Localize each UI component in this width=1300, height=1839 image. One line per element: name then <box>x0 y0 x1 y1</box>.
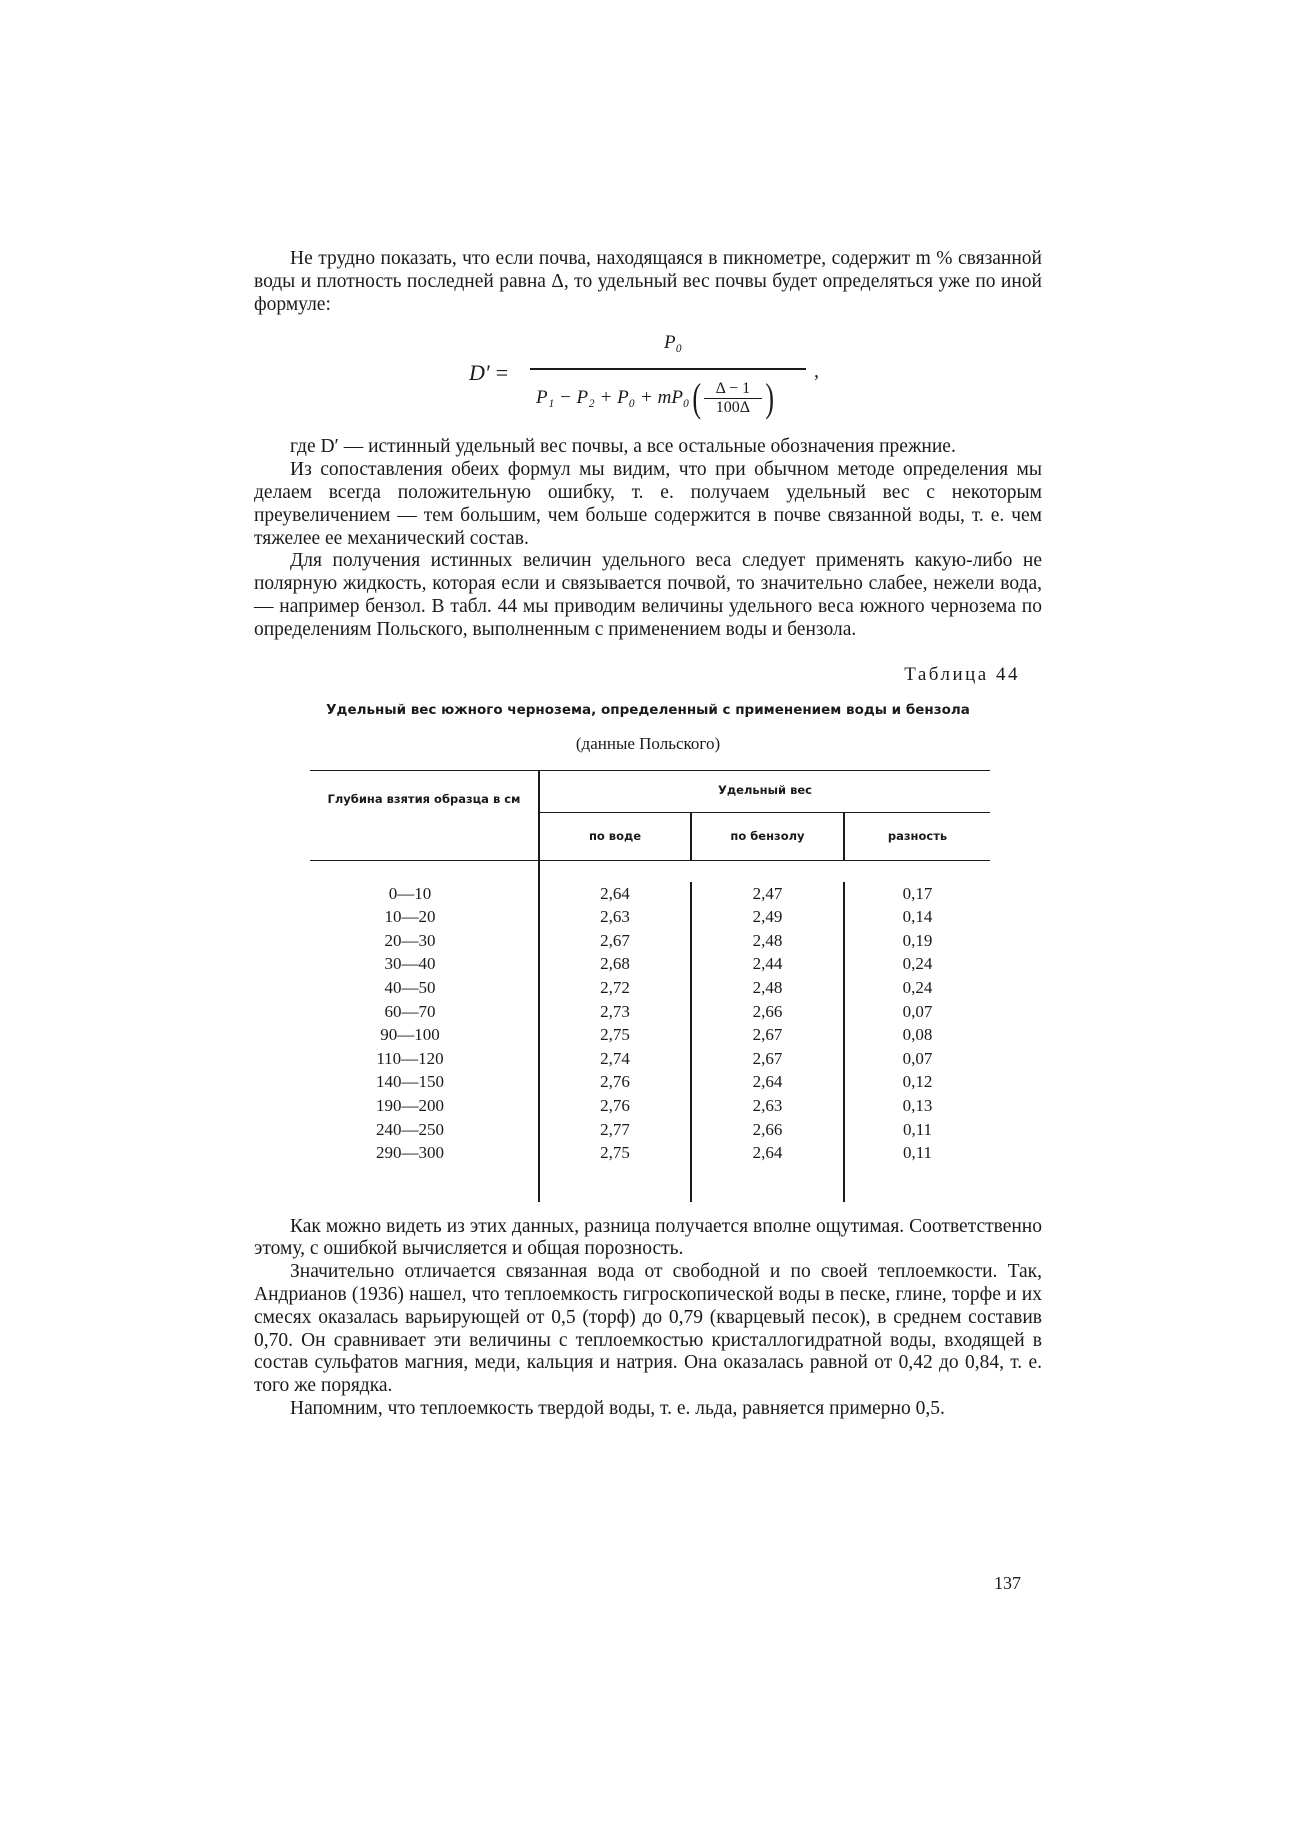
formula-lhs: D′ <box>469 360 490 386</box>
header-water: по воде <box>588 828 642 843</box>
water-cell: 2,77 <box>600 1119 630 1139</box>
paragraph-difference: Как можно видеть из этих данных, разница получается вполне ощутимая. Соответственно этому, с ошибкой вычисляется и общая порозность. <box>254 1215 1042 1260</box>
specific-gravity-table <box>310 770 990 1202</box>
depth-cell: 110—120 <box>376 1048 444 1068</box>
formula-denominator <box>536 375 776 421</box>
right-paren-glyph: ) <box>765 375 774 421</box>
difference-cell: 0,17 <box>902 883 933 903</box>
difference-cell: 0,11 <box>902 1143 933 1163</box>
paragraph-comparison: Из сопоставления обеих формул мы видим, что при обычном методе определения мы делаем всегда положительную ошибку, т. е. получаем удельный вес с некоторым преувеличением — тем большим, чем больше содержится в почве связанной воды, т. е. чем тяжелее ее механический состав. <box>254 459 1042 549</box>
formula-true-specific-gravity <box>254 324 1042 432</box>
benzene-cell: 2,64 <box>752 1143 783 1163</box>
difference-cell: 0,08 <box>902 1025 933 1045</box>
benzene-cell: 2,63 <box>752 1095 783 1115</box>
column-benzene <box>692 882 843 1165</box>
water-cell: 2,68 <box>600 954 630 974</box>
difference-cell: 0,12 <box>902 1072 933 1092</box>
table-title: Удельный вес южного чернозема, определенный с применением воды и бензола <box>326 701 970 718</box>
formula-denominator-prefix: P₁ − P₂ + P₀ + mP₀ <box>536 387 690 409</box>
column-water <box>540 882 690 1165</box>
benzene-cell: 2,64 <box>752 1072 783 1092</box>
difference-cell: 0,11 <box>902 1119 933 1139</box>
formula-equals: = <box>495 360 509 386</box>
difference-cell: 0,24 <box>902 977 933 997</box>
page-number: 137 <box>994 1573 1021 1593</box>
water-cell: 2,76 <box>600 1095 630 1115</box>
depth-cell: 40—50 <box>384 977 436 997</box>
header-specific-gravity: Удельный вес <box>718 782 812 797</box>
difference-cell: 0,19 <box>902 930 933 950</box>
difference-cell: 0,14 <box>902 907 933 927</box>
benzene-cell: 2,66 <box>752 1001 783 1021</box>
column-difference <box>845 882 990 1165</box>
difference-cell: 0,07 <box>902 1001 933 1021</box>
header-difference: разность <box>887 828 948 843</box>
paragraph-where: где D′ — истинный удельный вес почвы, а все остальные обозначения прежние. <box>290 436 956 458</box>
difference-cell: 0,07 <box>902 1048 933 1068</box>
water-cell: 2,63 <box>600 907 630 927</box>
formula-fraction-bar <box>530 368 806 370</box>
benzene-cell: 2,48 <box>752 977 783 997</box>
benzene-cell: 2,67 <box>752 1025 783 1045</box>
header-depth: Глубина взятия образца в см <box>327 791 521 806</box>
depth-cell: 30—40 <box>384 954 436 974</box>
depth-cell: 60—70 <box>384 1001 436 1021</box>
table-top-rule <box>310 770 990 772</box>
benzene-cell: 2,44 <box>752 954 783 974</box>
benzene-cell: 2,47 <box>752 883 783 903</box>
formula-comma: , <box>814 360 819 383</box>
paragraph-intro: Не трудно показать, что если почва, находящаяся в пикнометре, содержит m % связанной воды и плотность последней равна Δ, то удельный вес почвы будет определяться уже по иной формуле: <box>254 248 1042 315</box>
paragraph-ice: Напомним, что теплоемкость твердой воды, т. е. льда, равняется примерно 0,5. <box>290 1397 945 1419</box>
water-cell: 2,76 <box>600 1072 630 1092</box>
header-benzene: по бензолу <box>730 828 805 843</box>
depth-cell: 190—200 <box>376 1095 444 1115</box>
water-cell: 2,75 <box>600 1025 630 1045</box>
formula-inner-numerator: Δ − 1 <box>715 379 751 397</box>
depth-cell: 140—150 <box>376 1072 444 1092</box>
depth-cell: 90—100 <box>380 1025 440 1045</box>
water-cell: 2,72 <box>600 977 630 997</box>
depth-cell: 290—300 <box>376 1143 444 1163</box>
formula-numerator: P₀ <box>664 332 683 354</box>
depth-cell: 10—20 <box>384 907 436 927</box>
column-depth <box>310 882 510 1165</box>
water-cell: 2,73 <box>600 1001 630 1021</box>
paragraph-benzene: Для получения истинных величин удельного веса следует применять какую-либо не полярную жидкость, которая если и связывается почвой, то значительно слабее, нежели вода,— например бензол. В табл. 44 мы приводим величины удельного веса южного чернозема по определениям Польского, выполненным с применением воды и бензола. <box>254 550 1042 640</box>
table-source: (данные Польского) <box>575 733 721 753</box>
benzene-cell: 2,49 <box>752 907 783 927</box>
formula-inner-fraction <box>704 380 762 417</box>
depth-cell: 240—250 <box>376 1119 444 1139</box>
difference-cell: 0,13 <box>902 1095 933 1115</box>
left-paren-glyph: ( <box>691 375 701 421</box>
table-group-rule <box>538 812 990 814</box>
water-cell: 2,74 <box>600 1048 630 1068</box>
water-cell: 2,75 <box>600 1143 630 1163</box>
water-cell: 2,67 <box>600 930 630 950</box>
difference-cell: 0,24 <box>902 954 933 974</box>
water-cell: 2,64 <box>600 883 630 903</box>
benzene-cell: 2,48 <box>752 930 783 950</box>
benzene-cell: 2,66 <box>752 1119 783 1139</box>
table-header-rule <box>310 860 990 862</box>
page-body <box>254 248 1042 1421</box>
depth-cell: 20—30 <box>384 930 436 950</box>
benzene-cell: 2,67 <box>752 1048 783 1068</box>
depth-cell: 0—10 <box>388 883 432 903</box>
table-caption: Таблица 44 <box>904 663 1020 685</box>
closing-text <box>254 1216 1042 1421</box>
paragraph-heat-capacity: Значительно отличается связанная вода от свободной и по своей теплоемкости. Так, Андрианов (1936) нашел, что теплоемкость гигроскопической воды в песке, глине, торфе и их смесях оказалась варьирующей от 0,5 (торф) до 0,79 (кварцевый песок), в среднем составив 0,70. Он сравнивает эти величины с теплоемкостью кристаллогидратной воды, входящей в состав сульфатов магния, меди, кальция и натрия. Она оказалась равной от 0,42 до 0,84, т. е. того же порядка. <box>254 1261 1042 1397</box>
formula-inner-denominator: 100Δ <box>715 399 750 417</box>
